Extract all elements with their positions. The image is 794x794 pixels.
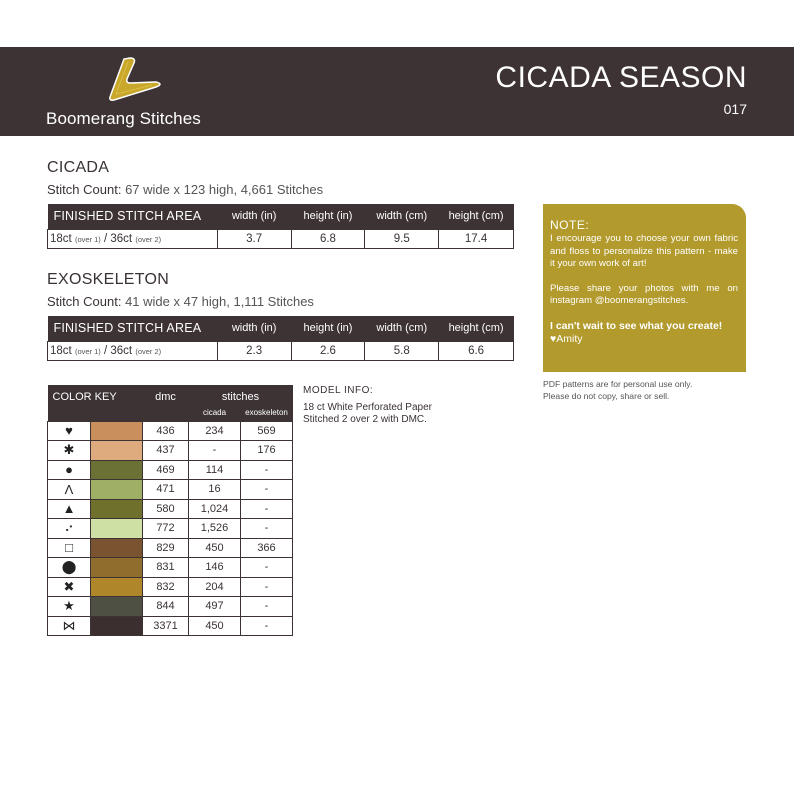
over-label: (over 2)	[135, 346, 162, 356]
exoskeleton-stitches: -	[241, 519, 293, 539]
stitch-count-label: Stitch Count:	[47, 294, 122, 309]
table-header: width (cm)	[365, 316, 439, 341]
table-header: height (cm)	[439, 316, 514, 341]
table-row	[48, 229, 514, 248]
color-key-row	[48, 421, 293, 441]
brand-name: Boomerang Stitches	[46, 109, 201, 128]
color-key-table	[47, 385, 293, 636]
dmc-number: 772	[143, 519, 189, 539]
color-key-body	[48, 421, 293, 636]
caret-icon: Λ	[48, 480, 91, 500]
color-swatch	[91, 421, 143, 441]
disclaimer	[543, 378, 692, 402]
table-row	[48, 341, 514, 360]
color-swatch	[91, 577, 143, 597]
exoskeleton-stitches: -	[241, 499, 293, 519]
color-key-row	[48, 538, 293, 558]
note-signature: ♥Amity	[550, 332, 583, 345]
color-key-header-row	[48, 385, 293, 405]
color-swatch	[91, 519, 143, 539]
exoskeleton-stitches: -	[241, 616, 293, 636]
color-swatch	[91, 441, 143, 461]
table-cell: 6.6	[439, 341, 514, 360]
model-info-heading: MODEL INFO:	[303, 385, 374, 396]
square-icon: □	[48, 538, 91, 558]
cicada-stitches: 234	[189, 421, 241, 441]
table-cell: 3.7	[217, 229, 291, 248]
triangle-icon: ▲	[48, 499, 91, 519]
color-key-row	[48, 441, 293, 461]
exoskeleton-stitches: -	[241, 558, 293, 578]
exoskeleton-stitches: 366	[241, 538, 293, 558]
stitch-count-cicada	[47, 182, 323, 197]
table-cell	[48, 341, 218, 360]
table-header-row	[48, 204, 514, 229]
over-label: (over 1)	[74, 234, 101, 244]
table-header: height (in)	[291, 204, 365, 229]
disclaimer-line: PDF patterns are for personal use only.	[543, 379, 693, 389]
dmc-number: 471	[143, 480, 189, 500]
exoskeleton-stitches: 569	[241, 421, 293, 441]
count-18ct: 18ct	[50, 344, 72, 357]
exoskeleton-stitches: -	[241, 480, 293, 500]
color-swatch	[91, 538, 143, 558]
table-cell: 9.5	[365, 229, 439, 248]
exoskeleton-header: exoskeleton	[241, 405, 293, 421]
table-header: width (in)	[217, 204, 291, 229]
cicada-stitches: -	[189, 441, 241, 461]
stitches-header: stitches	[189, 385, 293, 405]
color-key-row	[48, 558, 293, 578]
color-key-row	[48, 480, 293, 500]
table-header: FINISHED STITCH AREA	[48, 316, 218, 341]
dmc-number: 437	[143, 441, 189, 461]
note-paragraph: I encourage you to choose your own fabric and floss to personalize this pattern - make it your own work of art!	[550, 233, 738, 270]
cicada-stitches: 450	[189, 616, 241, 636]
over-label: (over 1)	[74, 346, 101, 356]
dmc-number: 436	[143, 421, 189, 441]
color-key-row	[48, 577, 293, 597]
dmc-number: 844	[143, 597, 189, 617]
dmc-number: 829	[143, 538, 189, 558]
stitch-count-value: 41 wide x 47 high, 1,111 Stitches	[125, 294, 314, 309]
star-icon: ★	[48, 597, 91, 617]
cicada-stitches: 114	[189, 460, 241, 480]
model-info-line: 18 ct White Perforated Paper	[303, 401, 432, 413]
dots-icon: ⠔	[48, 519, 91, 539]
dmc-header: dmc	[143, 385, 189, 421]
count-36ct: 36ct	[110, 232, 133, 245]
mushroom-icon: ⬤	[48, 558, 91, 578]
color-swatch	[91, 499, 143, 519]
stitch-count-value: 67 wide x 123 high, 4,661 Stitches	[125, 182, 324, 197]
table-header: width (in)	[217, 316, 291, 341]
count-18ct: 18ct	[50, 232, 72, 245]
disclaimer-line: Please do not copy, share or sell.	[543, 391, 670, 401]
table-cell: 17.4	[439, 229, 514, 248]
separator: /	[100, 344, 111, 357]
boomerang-logo-icon	[106, 57, 170, 103]
color-key-header: COLOR KEY	[48, 385, 143, 421]
color-key-row	[48, 460, 293, 480]
circle-icon: ●	[48, 460, 91, 480]
dmc-number: 469	[143, 460, 189, 480]
cicada-stitches: 450	[189, 538, 241, 558]
logo	[46, 57, 226, 129]
exoskeleton-stitches: -	[241, 597, 293, 617]
exoskeleton-stitches: -	[241, 577, 293, 597]
cicada-stitches: 1,526	[189, 519, 241, 539]
table-header: height (cm)	[439, 204, 514, 229]
cicada-stitches: 1,024	[189, 499, 241, 519]
table-header: width (cm)	[365, 204, 439, 229]
section-title-cicada: CICADA	[47, 159, 110, 176]
cicada-stitches: 16	[189, 480, 241, 500]
table-cell: 6.8	[291, 229, 365, 248]
section-title-exoskeleton: EXOSKELETON	[47, 271, 170, 288]
stitch-count-exoskeleton	[47, 294, 314, 309]
model-info-line: Stitched 2 over 2 with DMC.	[303, 414, 427, 425]
heart-icon: ♥	[48, 421, 91, 441]
count-36ct: 36ct	[110, 344, 133, 357]
color-key-row	[48, 597, 293, 617]
note-paragraph: Please share your photos with me on instagram @boomerangstitches.	[550, 282, 738, 307]
over-label: (over 2)	[135, 234, 162, 244]
table-header-row	[48, 316, 514, 341]
table-cell	[48, 229, 218, 248]
page-title: CICADA SEASON	[495, 61, 747, 94]
cicada-stitches: 204	[189, 577, 241, 597]
header-band	[0, 47, 794, 136]
exoskeleton-stitches: 176	[241, 441, 293, 461]
dmc-number: 831	[143, 558, 189, 578]
cicada-header: cicada	[189, 405, 241, 421]
exoskeleton-stitches: -	[241, 460, 293, 480]
dmc-number: 580	[143, 499, 189, 519]
stitch-count-label: Stitch Count:	[47, 182, 122, 197]
table-header: height (in)	[291, 316, 365, 341]
asterisk-icon: ✱	[48, 441, 91, 461]
cross-icon: ✖	[48, 577, 91, 597]
table-header: FINISHED STITCH AREA	[48, 204, 218, 229]
note-box	[543, 204, 746, 372]
model-info	[303, 385, 432, 427]
dmc-number: 832	[143, 577, 189, 597]
color-key-row	[48, 616, 293, 636]
color-swatch	[91, 616, 143, 636]
color-swatch	[91, 480, 143, 500]
table-cell: 2.6	[291, 341, 365, 360]
color-swatch	[91, 460, 143, 480]
color-key-row	[48, 499, 293, 519]
cicada-stitches: 497	[189, 597, 241, 617]
pattern-number: 017	[723, 101, 747, 117]
finished-area-table-cicada	[47, 204, 514, 249]
color-swatch	[91, 597, 143, 617]
color-swatch	[91, 558, 143, 578]
finished-area-table-exoskeleton	[47, 316, 514, 361]
cicada-stitches: 146	[189, 558, 241, 578]
color-key-row	[48, 519, 293, 539]
bowtie-icon: ⋈	[48, 616, 91, 636]
note-heading: NOTE:	[550, 218, 590, 232]
note-signoff: I can't wait to see what you create!	[550, 319, 723, 332]
table-cell: 2.3	[217, 341, 291, 360]
table-cell: 5.8	[365, 341, 439, 360]
separator: /	[100, 232, 111, 245]
dmc-number: 3371	[143, 616, 189, 636]
